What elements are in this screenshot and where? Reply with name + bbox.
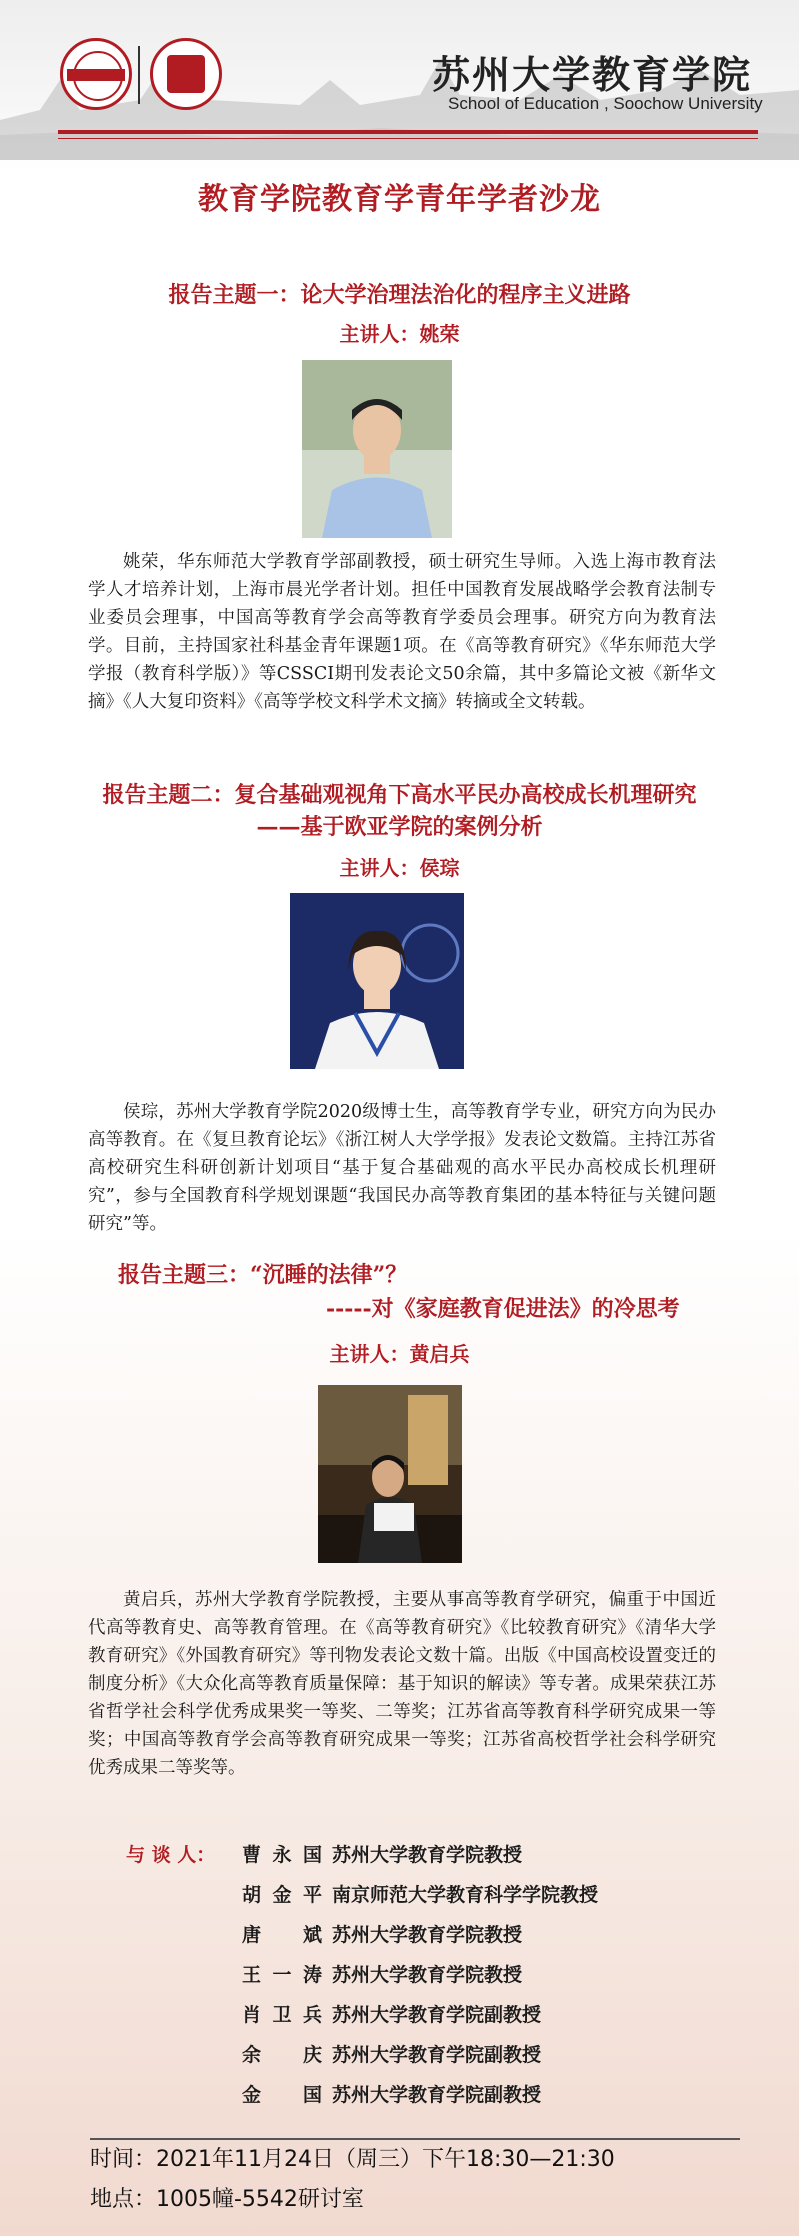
school-name-cn: 苏州大学教育学院 [432, 52, 753, 97]
discussant-row [126, 2000, 766, 2040]
speaker-1-bio: 姚荣，华东师范大学教育学部副教授，硕士研究生导师。入选上海市教育法学人才培养计划，上海市晨光学者计划。担任中国教育发展战略学会教育法制专业委员会理事，中国高等教育学会高等教育学委员会理事。研究方向为教育法学。目前，主持国家社科基金青年课题1项。在《高等教育研究》《华东师范大学学报（教育科学版）》等CSSCI期刊发表论文50余篇，其中多篇论文被《新华文摘》《人大复印资料》《高等学校文科学术文摘》转摘或全文转载。 [88, 552, 716, 712]
school-emblem-logo [150, 38, 222, 110]
discussant-row [126, 1920, 766, 1960]
discussant-name: 曹永国 [242, 1844, 322, 1866]
school-name-en: School of Education , Soochow University [448, 94, 763, 113]
discussant-row [126, 1960, 766, 2000]
header-rule-thin [58, 138, 758, 139]
university-seal-logo [60, 38, 132, 110]
discussant-row [126, 2080, 766, 2120]
event-time: 时间：2021年11月24日（周三）下午18:30—21:30 [90, 2147, 615, 2172]
speaker-3-bio: 黄启兵，苏州大学教育学院教授，主要从事高等教育学研究，偏重于中国近代高等教育史、高等教育管理。在《高等教育研究》《比较教育研究》《清华大学教育研究》《外国教育研究》等刊物发表论文数十篇。出版《中国高校设置变迁的制度分析》《大众化高等教育质量保障：基于知识的解读》等专著。成果荣获江苏省哲学社会科学优秀成果奖一等奖、二等奖；江苏省高等教育科学研究成果一等奖；中国高等教育学会高等教育研究成果一等奖；江苏省高校哲学社会科学研究优秀成果二等奖等。 [88, 1590, 716, 1778]
header-rule [58, 130, 758, 134]
discussant-row [126, 2040, 766, 2080]
discussant-title: 南京师范大学教育科学学院教授 [332, 1884, 599, 1906]
discussants-list [126, 1840, 766, 2120]
discussants-label: 与 谈 人： [126, 1844, 216, 1866]
discussant-row [126, 1880, 766, 1920]
discussant-title: 苏州大学教育学院副教授 [332, 2044, 542, 2066]
event-place: 地点：1005幢-5542研讨室 [90, 2187, 364, 2212]
discussant-name: 王一涛 [242, 1964, 322, 1986]
speaker-2-bio: 侯琮，苏州大学教育学院2020级博士生，高等教育学专业，研究方向为民办高等教育。在《复旦教育论坛》《浙江树人大学学报》发表论文数篇。主持江苏省高校研究生科研创新计划项目“基于复合基础观的高水平民办高校成长机理研究”，参与全国教育科学规划课题“我国民办高等教育集团的基本特征与关键问题研究”等。 [88, 1102, 716, 1234]
session-3-speaker: 主讲人：黄启兵 [329, 1342, 470, 1366]
discussant-name: 胡金平 [242, 1884, 322, 1906]
session-1-topic: 报告主题一：论大学治理法治化的程序主义进路 [168, 282, 631, 308]
discussant-title: 苏州大学教育学院教授 [332, 1964, 523, 1986]
discussant-title: 苏州大学教育学院教授 [332, 1924, 523, 1946]
discussant-row [126, 1840, 766, 1880]
discussant-title: 苏州大学教育学院副教授 [332, 2084, 542, 2106]
discussant-title: 苏州大学教育学院副教授 [332, 2004, 542, 2026]
session-2-topic: 报告主题二：复合基础观视角下高水平民办高校成长机理研究 [102, 782, 697, 808]
session-2-subtopic: ——基于欧亚学院的案例分析 [256, 814, 543, 840]
discussant-name: 余庆 [242, 2044, 322, 2066]
header-banner [0, 0, 799, 170]
speaker-3-photo [318, 1385, 462, 1563]
speaker-2-photo [290, 893, 464, 1069]
discussant-name: 唐斌 [242, 1924, 322, 1946]
poster-title: 教育学院教育学青年学者沙龙 [198, 182, 601, 217]
logo-divider [138, 46, 140, 104]
event-info [90, 2140, 740, 2220]
discussant-name: 金国 [242, 2084, 322, 2106]
session-2-speaker: 主讲人：侯琮 [339, 856, 460, 880]
discussant-name: 肖卫兵 [242, 2004, 322, 2026]
session-1-speaker: 主讲人：姚荣 [339, 322, 460, 346]
session-3-subtopic: -----对《家庭教育促进法》的冷思考 [326, 1296, 680, 1322]
discussant-title: 苏州大学教育学院教授 [332, 1844, 523, 1866]
speaker-1-photo [302, 360, 452, 538]
session-3-topic: 报告主题三：“沉睡的法律”？ [118, 1262, 408, 1288]
